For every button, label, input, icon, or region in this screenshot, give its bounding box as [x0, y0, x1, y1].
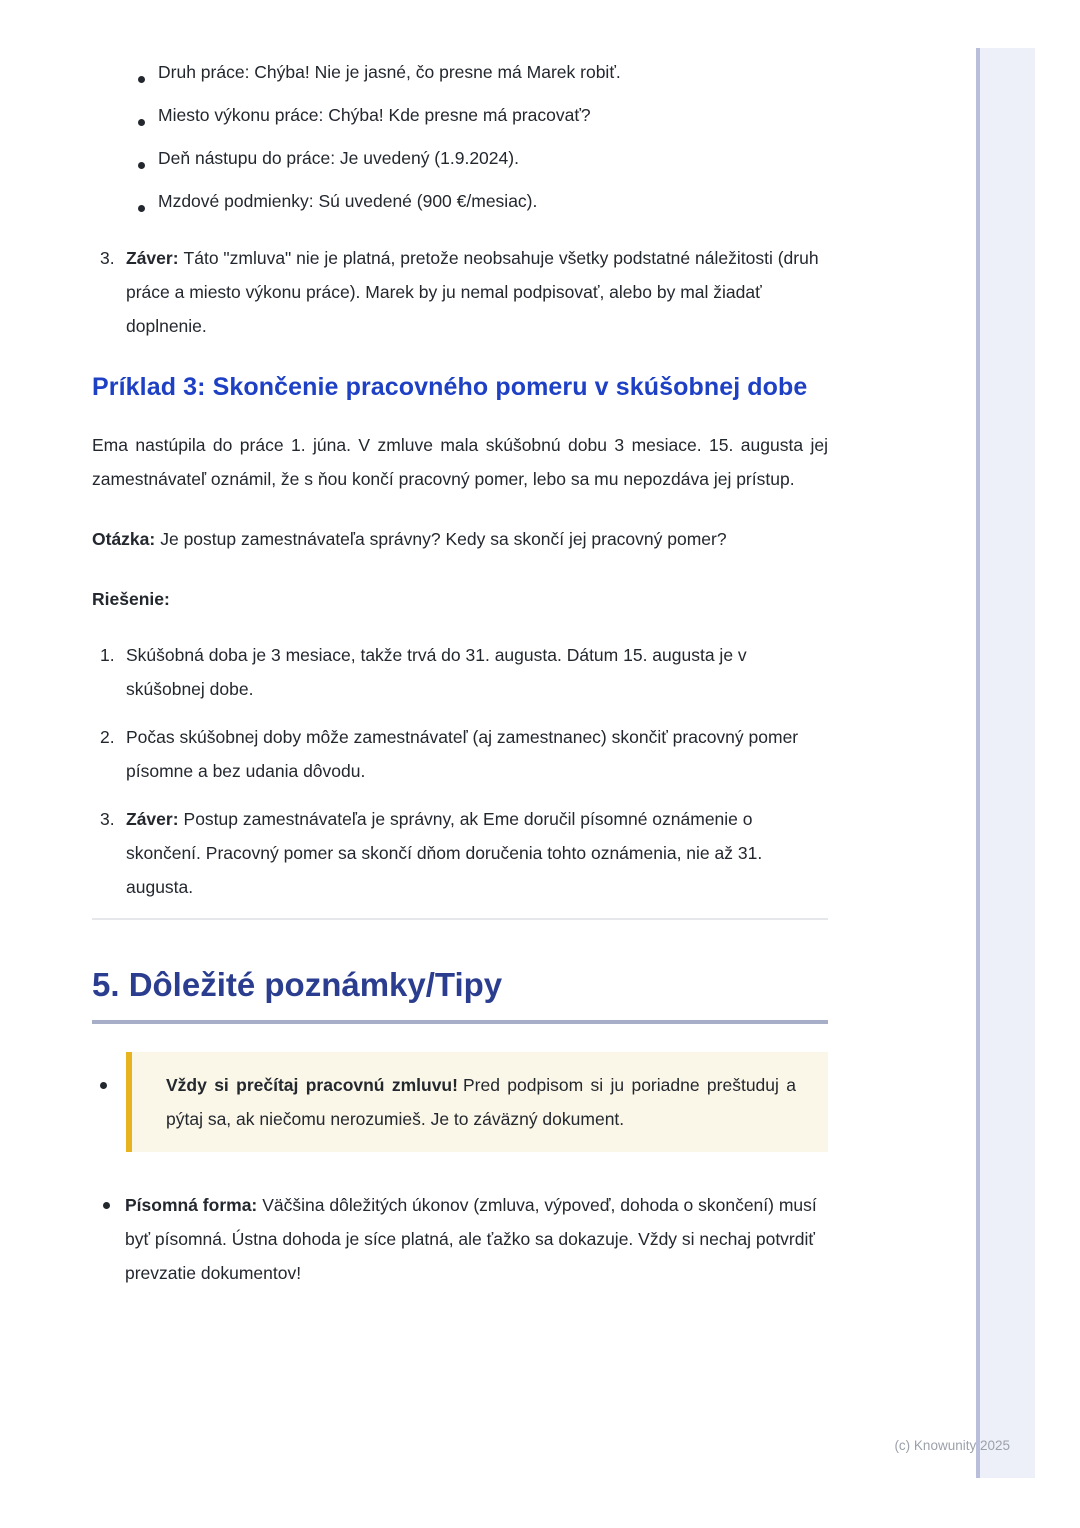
notes-heading: 5. Dôležité poznámky/Tipy — [92, 966, 503, 1003]
conclusion-item — [100, 241, 828, 343]
example3-intro: Ema nastúpila do práce 1. júna. V zmluve mala skúšobnú dobu 3 mesiace. 15. augusta jej zamestnávateľ oznámil, že s ňou končí pracovný pomer, lebo sa mu nepozdáva jej prístup. — [92, 435, 828, 489]
step-text: Počas skúšobnej doby môže zamestnávateľ (aj zamestnanec) skončiť pracovný pomer písomne a bez udania dôvodu. — [126, 727, 799, 781]
checklist-item — [92, 185, 828, 217]
bullet-icon — [138, 99, 158, 131]
contract-checklist — [92, 56, 828, 217]
conclusion-text: Záver: Táto "zmluva" nie je platná, pretože neobsahuje všetky podstatné náležitosti (druh práce a miesto výkonu práce). Marek by ju nemal podpisovať, alebo by mal žiadať doplnenie. — [126, 248, 819, 336]
notes-heading-underline — [92, 964, 828, 1024]
note-text: Písomná forma: Väčšina dôležitých úkonov (zmluva, výpoveď, dohoda o skončení) musí byť písomná. Ústna dohoda je síce platná, ale ťažko sa dokazuje. Vždy si nechaj potvrdiť prevzatie dokumentov! — [125, 1195, 817, 1283]
checklist-item-text: Deň nástupu do práce: Je uvedený (1.9.2024). — [158, 148, 519, 168]
page-footer: (c) Knowunity 2025 — [894, 1438, 1010, 1453]
checklist-item-text: Druh práce: Chýba! Nie je jasné, čo presne má Marek robiť. — [158, 62, 621, 82]
question-paragraph — [92, 522, 828, 556]
bullet-icon — [138, 142, 158, 174]
solution-label: Riešenie: — [92, 589, 170, 609]
tip-callout-text: Pred podpisom si ju poriadne preštuduj a pýtaj sa, ak niečomu nerozumieš. Je to záväzný dokument. — [166, 1075, 796, 1129]
question-text: Je postup zamestnávateľa správny? Kedy sa skončí jej pracovný pomer? — [160, 529, 727, 549]
bullet-icon — [138, 185, 158, 217]
bullet-icon — [138, 56, 158, 88]
document-content — [92, 0, 828, 1290]
bullet-icon — [103, 1188, 125, 1290]
note-item — [92, 1188, 828, 1290]
list-number: 3. — [100, 809, 115, 829]
section-divider — [92, 918, 828, 920]
question-label: Otázka: — [92, 529, 156, 549]
example3-heading: Príklad 3: Skončenie pracovného pomeru v skúšobnej dobe — [92, 373, 808, 401]
step-item — [100, 802, 828, 904]
checklist-item — [92, 142, 828, 174]
list-number: 2. — [100, 727, 115, 747]
tip-callout — [126, 1052, 828, 1152]
step-lead: Záver: — [126, 809, 179, 829]
conclusion-lead: Záver: — [126, 248, 179, 268]
checklist-item-text: Miesto výkonu práce: Chýba! Kde presne má pracovať? — [158, 105, 591, 125]
bullet-icon — [100, 1052, 126, 1152]
step-item — [100, 638, 828, 706]
list-number: 3. — [100, 248, 115, 268]
solution-steps — [92, 638, 828, 904]
checklist-item-text: Mzdové podmienky: Sú uvedené (900 €/mesiac). — [158, 191, 538, 211]
tip-callout-lead: Vždy si prečítaj pracovnú zmluvu! — [166, 1075, 458, 1095]
step-text: Skúšobná doba je 3 mesiace, takže trvá do 31. augusta. Dátum 15. augusta je v skúšobnej dobe. — [126, 645, 747, 699]
step-text: Záver: Postup zamestnávateľa je správny, ak Eme doručil písomné oznámenie o skončení. Pracovný pomer sa skončí dňom doručenia tohto oznámenia, nie až 31. augusta. — [126, 809, 763, 897]
right-side-panel-fill — [980, 48, 1035, 1478]
checklist-item — [92, 99, 828, 131]
right-side-panel — [976, 48, 1035, 1478]
list-number: 1. — [100, 645, 115, 665]
tip-callout-row — [92, 1052, 828, 1152]
checklist-item — [92, 56, 828, 88]
note-lead: Písomná forma: — [125, 1195, 258, 1215]
step-item — [100, 720, 828, 788]
